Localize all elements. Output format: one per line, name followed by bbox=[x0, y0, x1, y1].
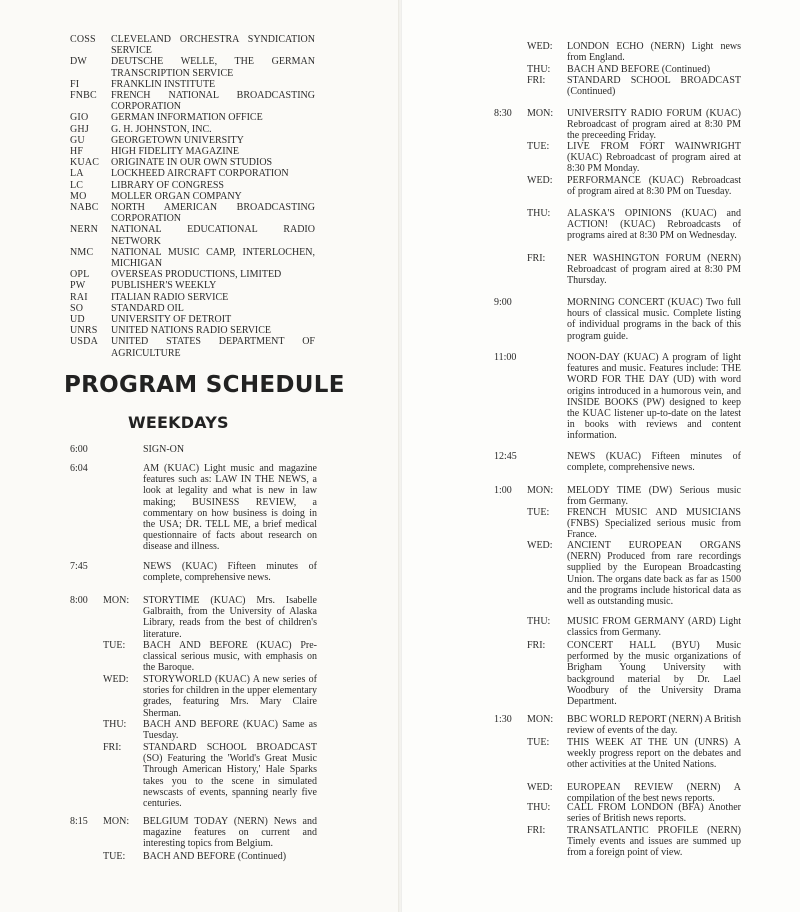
abbreviation-code: FI bbox=[70, 78, 80, 90]
entry-time: 9:00 bbox=[494, 297, 512, 308]
entry-description: ALASKA'S OPINIONS (KUAC) and ACTION! (KUAC) Rebroadcasts of programs aired at 8:30 PM on Wednesday. bbox=[567, 208, 741, 242]
entry-day: THU: bbox=[527, 208, 551, 219]
entry-description: AM (KUAC) Light music and magazine features such as: LAW IN THE NEWS, a look at legality and what is new in law making; BUSINESS REVIEW, a commentary on how business is doing in the USA; DR. TELL ME, a brief medical questionnaire of facts about research on disease and illness. bbox=[143, 463, 317, 553]
entry-description: STORYTIME (KUAC) Mrs. Isabelle Galbraith, from the University of Alaska Library, reads from the best of children's literature. bbox=[143, 595, 317, 640]
entry-description: BACH AND BEFORE (Continued) bbox=[567, 64, 711, 75]
abbreviation-name: STANDARD OIL bbox=[111, 302, 184, 314]
entry-description: STORYWORLD (KUAC) A new series of stories for children in the upper elementary grades, featuring Mrs. Mary Claire Sherman. bbox=[143, 674, 317, 719]
abbreviation-name: DEUTSCHE WELLE, THE GERMAN TRANSCRIPTION SERVICE bbox=[111, 56, 315, 79]
abbreviation-code: OPL bbox=[70, 269, 90, 281]
abbreviation-code: FNBC bbox=[70, 90, 97, 102]
entry-description: NER WASHINGTON FORUM (NERN) Rebroadcast of program aired at 8:30 PM Thursday. bbox=[567, 253, 741, 287]
weekdays-heading: WEEKDAYS bbox=[128, 413, 229, 432]
entry-description: BACH AND BEFORE (Continued) bbox=[143, 851, 287, 862]
abbreviation-name: NATIONAL MUSIC CAMP, INTERLOCHEN, MICHIGAN bbox=[111, 246, 315, 270]
abbreviation-row bbox=[70, 247, 315, 269]
entry-day: MON: bbox=[527, 485, 554, 496]
abbreviation-code: NERN bbox=[70, 224, 99, 236]
abbreviation-row bbox=[70, 90, 315, 112]
entry-description: CALL FROM LONDON (BFA) Another series of British news reports. bbox=[567, 802, 741, 825]
abbreviation-code: KUAC bbox=[70, 157, 100, 169]
abbreviation-row bbox=[70, 269, 315, 280]
entry-day: TUE: bbox=[527, 737, 550, 748]
abbreviation-code: MO bbox=[70, 190, 87, 202]
abbreviation-code: SO bbox=[70, 302, 84, 314]
entry-day: TUE: bbox=[103, 640, 126, 651]
entry-description: STANDARD SCHOOL BROADCAST (Continued) bbox=[567, 75, 741, 98]
abbreviation-name: NORTH AMERICAN BROADCASTING CORPORATION bbox=[111, 202, 315, 225]
entry-time: 12:45 bbox=[494, 451, 517, 462]
entry-description: MORNING CONCERT (KUAC) Two full hours of classical music. Complete listing of individual programs in the back of this program guide. bbox=[567, 297, 741, 342]
entry-description: STANDARD SCHOOL BROADCAST (SO) Featuring the 'World's Great Music Through American History,' Hale Sparks takes you to the scene in simulated newscasts of events, spanning nearly five centuries. bbox=[143, 742, 317, 810]
abbreviation-name: FRENCH NATIONAL BROADCASTING CORPORATION bbox=[111, 90, 315, 113]
entry-day: THU: bbox=[103, 719, 127, 730]
entry-description: TRANSATLANTIC PROFILE (NERN) Timely events and issues are summed up from a foreign point of view. bbox=[567, 825, 741, 859]
abbreviation-row bbox=[70, 124, 315, 135]
abbreviation-name: UNIVERSITY OF DETROIT bbox=[111, 314, 232, 326]
entry-description: CONCERT HALL (BYU) Music performed by the music organizations of Brigham Young University with background material by Dr. Lael Woodbury of the University Drama Department. bbox=[567, 640, 741, 708]
abbreviation-code: GU bbox=[70, 134, 85, 146]
abbreviation-code: DW bbox=[70, 56, 88, 68]
program-schedule-heading: PROGRAM SCHEDULE bbox=[64, 372, 345, 398]
entry-description: THIS WEEK AT THE UN (UNRS) A weekly progress report on the debates and other activities at the United Nations. bbox=[567, 737, 741, 771]
abbreviation-name: MOLLER ORGAN COMPANY bbox=[111, 190, 242, 202]
abbreviation-code: PW bbox=[70, 280, 86, 292]
abbreviation-row bbox=[70, 224, 315, 246]
abbreviation-row bbox=[70, 336, 315, 358]
abbreviation-name: ORIGINATE IN OUR OWN STUDIOS bbox=[111, 157, 273, 169]
abbreviation-code: RAI bbox=[70, 291, 88, 303]
entry-day: THU: bbox=[527, 64, 551, 75]
abbreviation-row bbox=[70, 303, 315, 314]
entry-day: TUE: bbox=[527, 141, 550, 152]
abbreviation-code: UNRS bbox=[70, 325, 98, 337]
abbreviation-name: UNITED STATES DEPARTMENT OF AGRICULTURE bbox=[111, 336, 315, 359]
entry-time: 8:00 bbox=[70, 595, 88, 606]
abbreviation-row bbox=[70, 180, 315, 191]
abbreviation-row bbox=[70, 168, 315, 179]
entry-description: EUROPEAN REVIEW (NERN) A compilation of the best news reports. bbox=[567, 782, 741, 805]
entry-day: FRI: bbox=[527, 253, 546, 264]
abbreviation-name: NATIONAL EDUCATIONAL RADIO NETWORK bbox=[111, 224, 315, 247]
abbreviation-list bbox=[70, 34, 315, 359]
entry-day: FRI: bbox=[103, 742, 122, 753]
abbreviation-row bbox=[70, 112, 315, 123]
abbreviation-row bbox=[70, 314, 315, 325]
abbreviation-code: COSS bbox=[70, 34, 96, 45]
entry-time: 11:00 bbox=[494, 352, 517, 363]
entry-day: MON: bbox=[527, 108, 554, 119]
entry-description: FRENCH MUSIC AND MUSICIANS (FNBS) Specialized serious music from France. bbox=[567, 507, 741, 541]
abbreviation-code: GIO bbox=[70, 112, 89, 124]
abbreviation-row bbox=[70, 280, 315, 291]
entry-description: MELODY TIME (DW) Serious music from Germany. bbox=[567, 485, 741, 508]
entry-time: 7:45 bbox=[70, 561, 88, 572]
entry-description: NOON-DAY (KUAC) A program of light features and music. Features include: THE WORD FOR THE DAY (UD) with word origins introduced in a humorous vein, and INSIDE BOOKS (PW) designed to keep the KUAC listener up-to-date on the latest in books with reviews and content information. bbox=[567, 352, 741, 442]
entry-day: MON: bbox=[527, 714, 554, 725]
page-fold bbox=[398, 0, 402, 912]
entry-description: BACH AND BEFORE (KUAC) Same as Tuesday. bbox=[143, 719, 317, 742]
entry-day: THU: bbox=[527, 802, 551, 813]
abbreviation-row bbox=[70, 292, 315, 303]
entry-description: PERFORMANCE (KUAC) Rebroadcast of program aired at 8:30 PM on Tuesday. bbox=[567, 175, 741, 198]
entry-description: UNIVERSITY RADIO FORUM (KUAC) Rebroadcast of program aired at 8:30 PM the preceeding Friday. bbox=[567, 108, 741, 142]
abbreviation-code: HF bbox=[70, 146, 84, 158]
entry-day: FRI: bbox=[527, 640, 546, 651]
abbreviation-row bbox=[70, 56, 315, 78]
abbreviation-code: LA bbox=[70, 168, 84, 180]
abbreviation-row bbox=[70, 325, 315, 336]
abbreviation-name: ITALIAN RADIO SERVICE bbox=[111, 291, 229, 303]
entry-day: FRI: bbox=[527, 75, 546, 86]
entry-description: MUSIC FROM GERMANY (ARD) Light classics from Germany. bbox=[567, 616, 741, 639]
entry-day: TUE: bbox=[103, 851, 126, 862]
entry-description: ANCIENT EUROPEAN ORGANS (NERN) Produced from rare recordings supplied by the European Broadcasting Union. The organs date back as far as 1500 and the programs include historical data as well as outstanding music. bbox=[567, 540, 741, 608]
entry-time: 1:30 bbox=[494, 714, 512, 725]
abbreviation-row bbox=[70, 79, 315, 90]
entry-time: 6:04 bbox=[70, 463, 88, 474]
abbreviation-name: LIBRARY OF CONGRESS bbox=[111, 179, 224, 191]
entry-description: BELGIUM TODAY (NERN) News and magazine features on current and interesting topics from Belgium. bbox=[143, 816, 317, 850]
abbreviation-name: GEORGETOWN UNIVERSITY bbox=[111, 134, 244, 146]
abbreviation-code: LC bbox=[70, 179, 84, 191]
abbreviation-code: NABC bbox=[70, 202, 99, 214]
abbreviation-code: UD bbox=[70, 314, 85, 326]
entry-description: BACH AND BEFORE (KUAC) Pre-classical serious music, with emphasis on the Baroque. bbox=[143, 640, 317, 674]
abbreviation-code: USDA bbox=[70, 336, 99, 348]
entry-day: WED: bbox=[527, 782, 553, 793]
entry-description: NEWS (KUAC) Fifteen minutes of complete, comprehensive news. bbox=[143, 561, 317, 584]
abbreviation-name: FRANKLIN INSTITUTE bbox=[111, 78, 216, 90]
abbreviation-code: NMC bbox=[70, 246, 94, 258]
entry-day: WED: bbox=[527, 540, 553, 551]
entry-time: 8:15 bbox=[70, 816, 88, 827]
abbreviation-row bbox=[70, 146, 315, 157]
entry-time: 1:00 bbox=[494, 485, 512, 496]
abbreviation-name: CLEVELAND ORCHESTRA SYNDICATION SERVICE bbox=[111, 34, 315, 57]
entry-time: 6:00 bbox=[70, 444, 88, 455]
abbreviation-row bbox=[70, 191, 315, 202]
abbreviation-name: UNITED NATIONS RADIO SERVICE bbox=[111, 325, 272, 337]
abbreviation-row bbox=[70, 157, 315, 168]
abbreviation-name: OVERSEAS PRODUCTIONS, LIMITED bbox=[111, 269, 282, 281]
abbreviation-name: PUBLISHER'S WEEKLY bbox=[111, 280, 217, 292]
entry-description: LONDON ECHO (NERN) Light news from England. bbox=[567, 41, 741, 64]
abbreviation-name: HIGH FIDELITY MAGAZINE bbox=[111, 146, 239, 158]
entry-day: FRI: bbox=[527, 825, 546, 836]
entry-day: MON: bbox=[103, 595, 130, 606]
abbreviation-row bbox=[70, 34, 315, 56]
entry-description: NEWS (KUAC) Fifteen minutes of complete, comprehensive news. bbox=[567, 451, 741, 474]
entry-day: MON: bbox=[103, 816, 130, 827]
entry-day: WED: bbox=[103, 674, 129, 685]
entry-time: 8:30 bbox=[494, 108, 512, 119]
entry-description: LIVE FROM FORT WAINWRIGHT (KUAC) Rebroadcast of program aired at 8:30 PM Monday. bbox=[567, 141, 741, 175]
entry-day: WED: bbox=[527, 175, 553, 186]
entry-day: THU: bbox=[527, 616, 551, 627]
abbreviation-name: LOCKHEED AIRCRAFT CORPORATION bbox=[111, 168, 289, 180]
entry-day: TUE: bbox=[527, 507, 550, 518]
entry-day: WED: bbox=[527, 41, 553, 52]
abbreviation-code: GHJ bbox=[70, 123, 89, 135]
entry-description: SIGN-ON bbox=[143, 444, 185, 455]
abbreviation-name: GERMAN INFORMATION OFFICE bbox=[111, 112, 263, 124]
abbreviation-name: G. H. JOHNSTON, INC. bbox=[111, 123, 212, 135]
abbreviation-row bbox=[70, 202, 315, 224]
abbreviation-row bbox=[70, 135, 315, 146]
entry-description: BBC WORLD REPORT (NERN) A British review of events of the day. bbox=[567, 714, 741, 737]
